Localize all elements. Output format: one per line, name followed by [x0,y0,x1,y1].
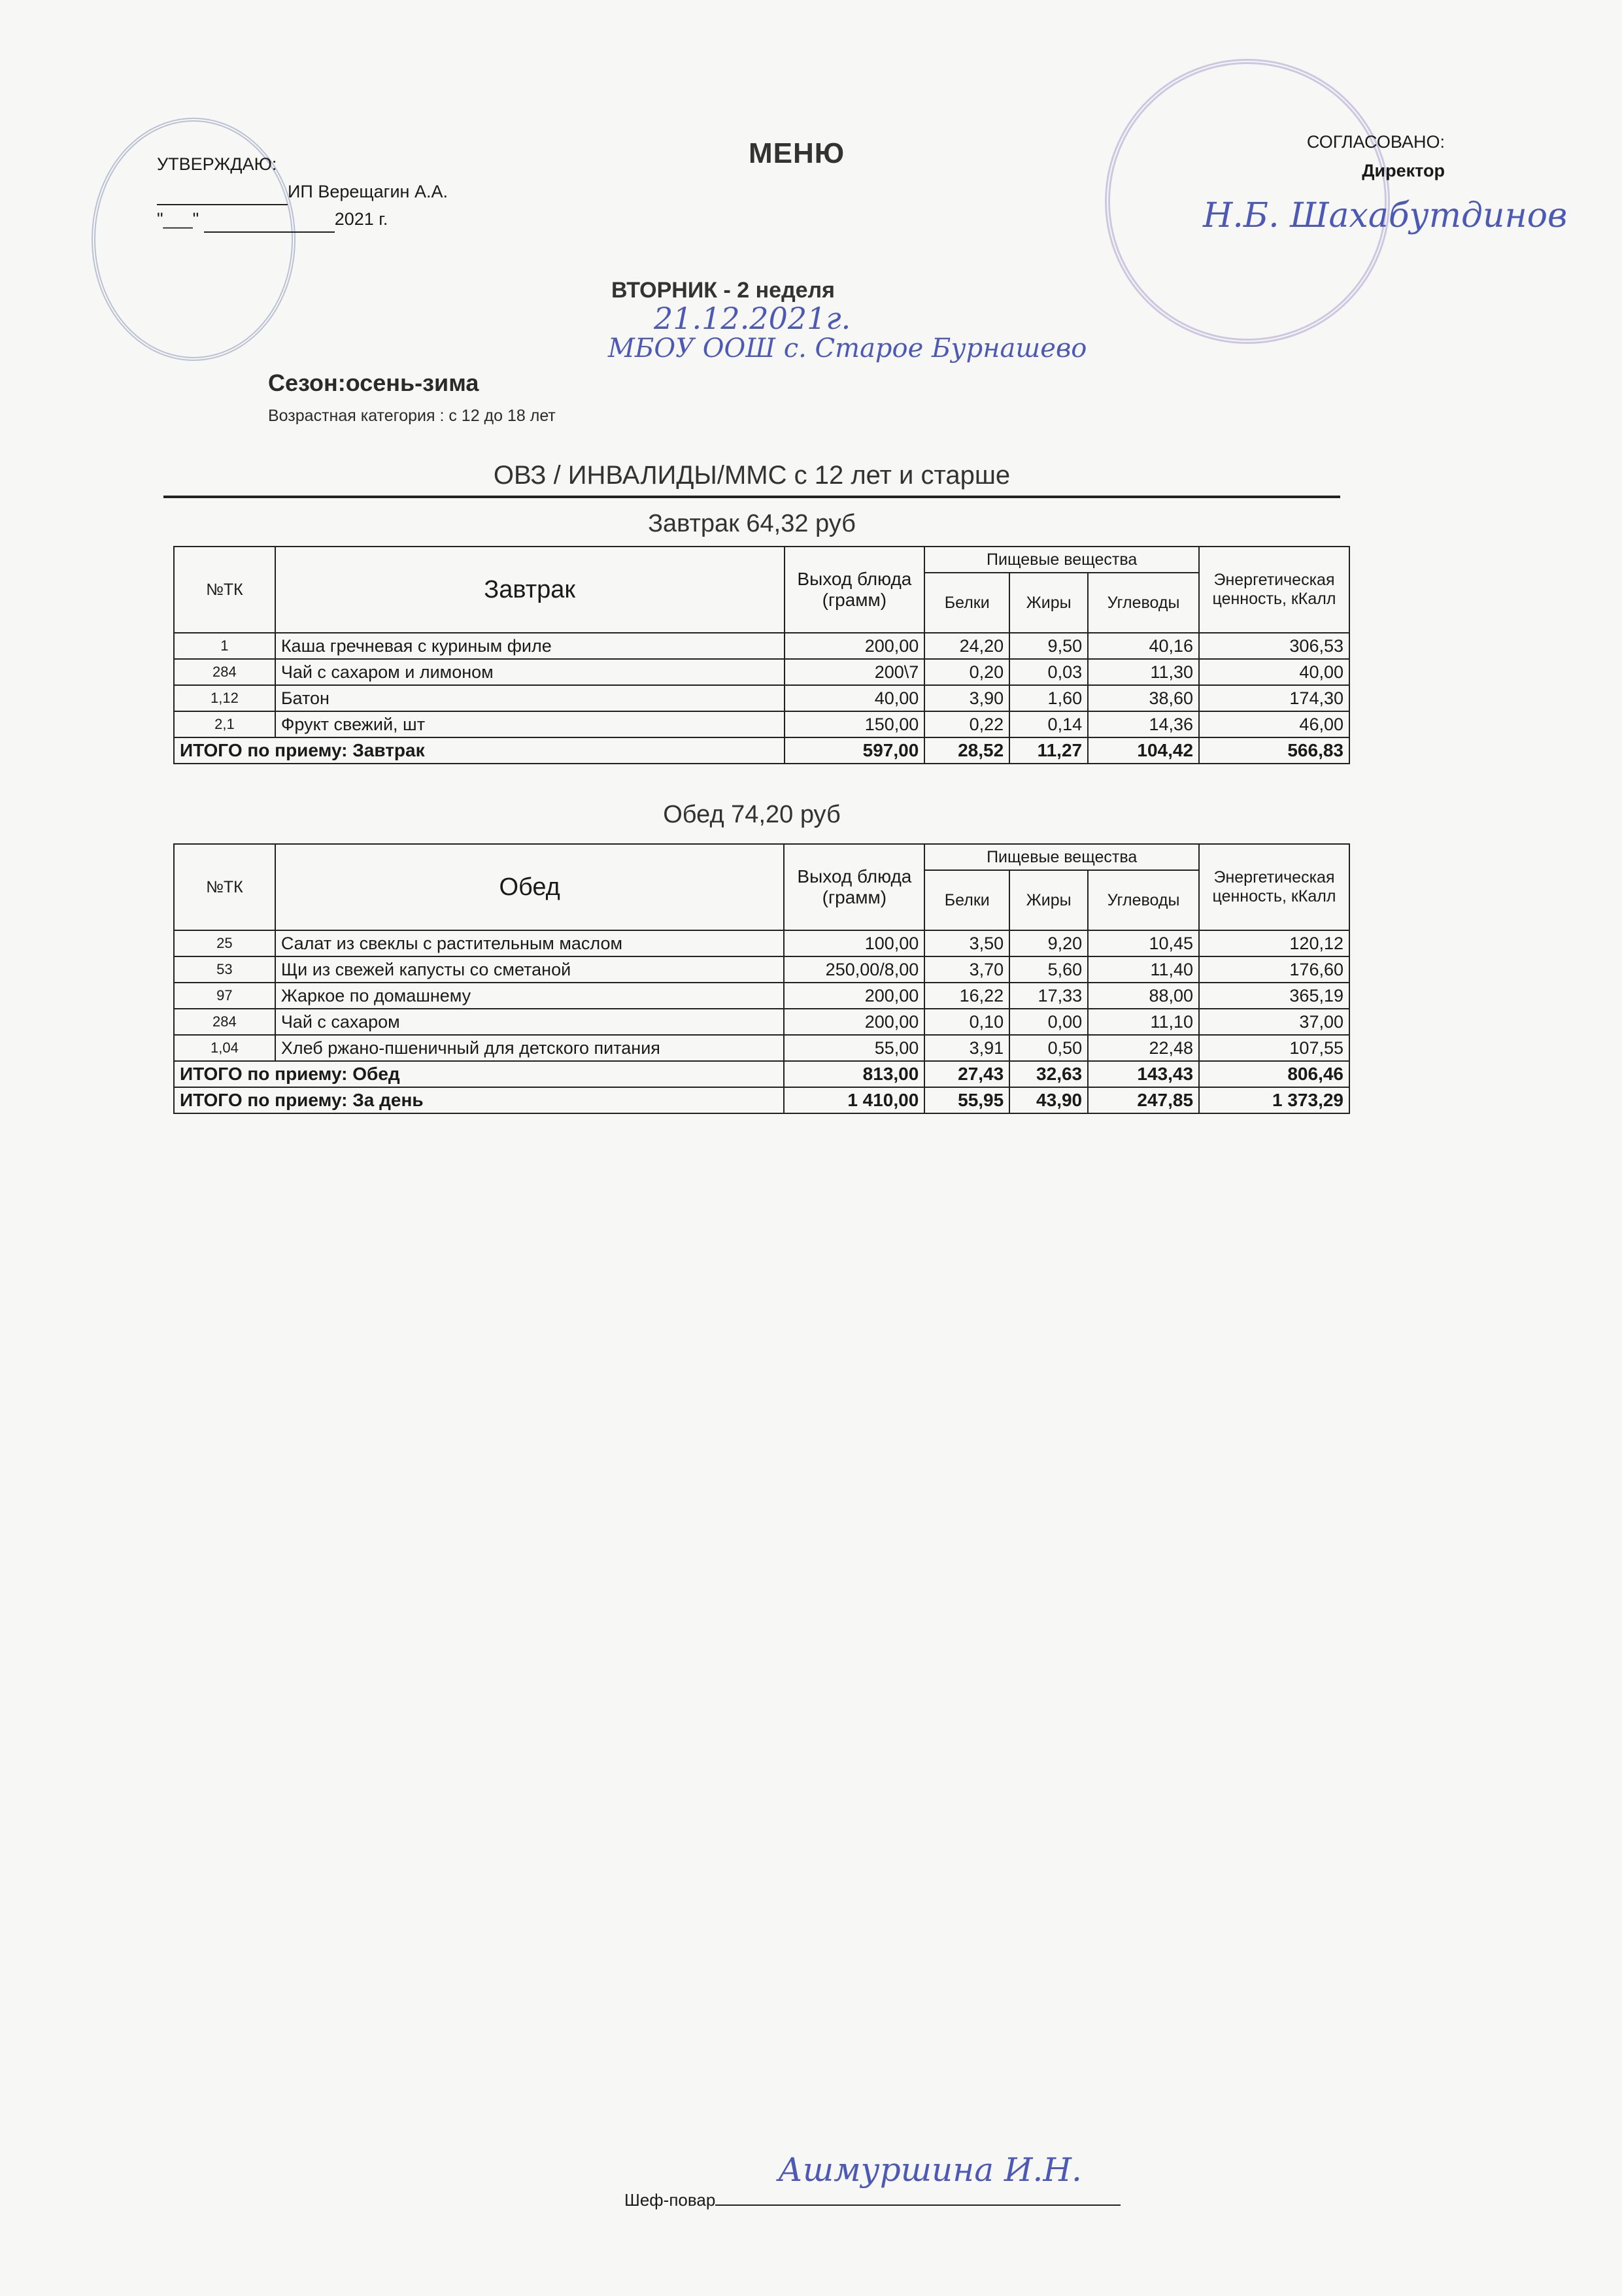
section-title: ОВЗ / ИНВАЛИДЫ/ММС с 12 лет и старше [163,461,1340,498]
breakfast-total-row: ИТОГО по приему: Завтрак 597,00 28,52 11,27 104,42 566,83 [174,737,1349,764]
col-protein: Белки [924,573,1009,633]
lunch-table [173,843,1350,1114]
col-output: Выход блюда (грамм) [784,844,924,930]
col-fat: Жиры [1009,573,1088,633]
col-nutrients: Пищевые вещества [924,844,1199,870]
handwritten-school: МБОУ ООШ с. Старое Бурнашево [608,333,1087,363]
table-row: 53 Щи из свежей капусты со сметаной 250,00/8,00 3,70 5,60 11,40 176,60 [174,956,1349,983]
col-fat: Жиры [1009,870,1088,930]
breakfast-heading: Завтрак 64,32 руб [648,510,856,537]
col-meal: Обед [275,844,785,930]
lunch-total-row: ИТОГО по приему: Обед 813,00 27,43 32,63 143,43 806,46 [174,1061,1349,1087]
table-row: 1,12 Батон 40,00 3,90 1,60 38,60 174,30 [174,685,1349,711]
chef-signature-line [715,2204,1121,2206]
approve-date-line [204,231,335,233]
approve-block [157,150,448,233]
day-total-row: ИТОГО по приему: За день 1 410,00 55,95 43,90 247,85 1 373,29 [174,1087,1349,1113]
col-carbs: Углеводы [1088,870,1199,930]
page-title: МЕНЮ [749,137,845,169]
lunch-heading: Обед 74,20 руб [663,801,841,828]
table-row: 25 Салат из свеклы с растительным маслом 100,00 3,50 9,20 10,45 120,12 [174,930,1349,956]
col-nutrients: Пищевые вещества [924,547,1199,573]
col-protein: Белки [924,870,1009,930]
agreed-title: СОГЛАСОВАНО: [1306,132,1445,152]
table-row: 284 Чай с сахаром и лимоном 200\7 0,20 0,03 11,30 40,00 [174,659,1349,685]
handwritten-date: 21.12.2021г. [654,301,851,336]
col-meal: Завтрак [275,547,785,633]
director-signature: Н.Б. Шахабутдинов [1203,196,1568,235]
approve-name: ИП Верещагин А.А. [288,182,448,201]
col-carbs: Углеводы [1088,573,1199,633]
col-no: №ТК [174,547,275,633]
col-output: Выход блюда (грамм) [785,547,925,633]
season-label: Сезон:осень-зима [268,369,479,396]
table-row: 2,1 Фрукт свежий, шт 150,00 0,22 0,14 14,36 46,00 [174,711,1349,737]
agreed-block [1281,127,1445,185]
table-row: 1,04 Хлеб ржано-пшеничный для детского питания 55,00 3,91 0,50 22,48 107,55 [174,1035,1349,1061]
day-label: ВТОРНИК - 2 неделя [611,278,835,303]
chef-label: Шеф-повар [624,2190,716,2210]
age-category: Возрастная категория : с 12 до 18 лет [268,407,556,425]
approve-year: 2021 г. [334,209,388,229]
agreed-role: Директор [1362,161,1445,180]
table-row: 284 Чай с сахаром 200,00 0,10 0,00 11,10 37,00 [174,1009,1349,1035]
table-row: 97 Жаркое по домашнему 200,00 16,22 17,33 88,00 365,19 [174,983,1349,1009]
approve-title: УТВЕРЖДАЮ: [157,154,277,174]
col-no: №ТК [174,844,275,930]
chef-signature-block [624,2190,1121,2210]
table-row: 1 Каша гречневая с куриным филе 200,00 24,20 9,50 40,16 306,53 [174,633,1349,659]
col-energy: Энергетическая ценность, кКалл [1199,844,1349,930]
breakfast-table [173,546,1350,764]
col-energy: Энергетическая ценность, кКалл [1199,547,1349,633]
approve-date-quote: "___" [157,209,199,229]
chef-signature: Ашмуршина И.Н. [778,2151,1082,2189]
